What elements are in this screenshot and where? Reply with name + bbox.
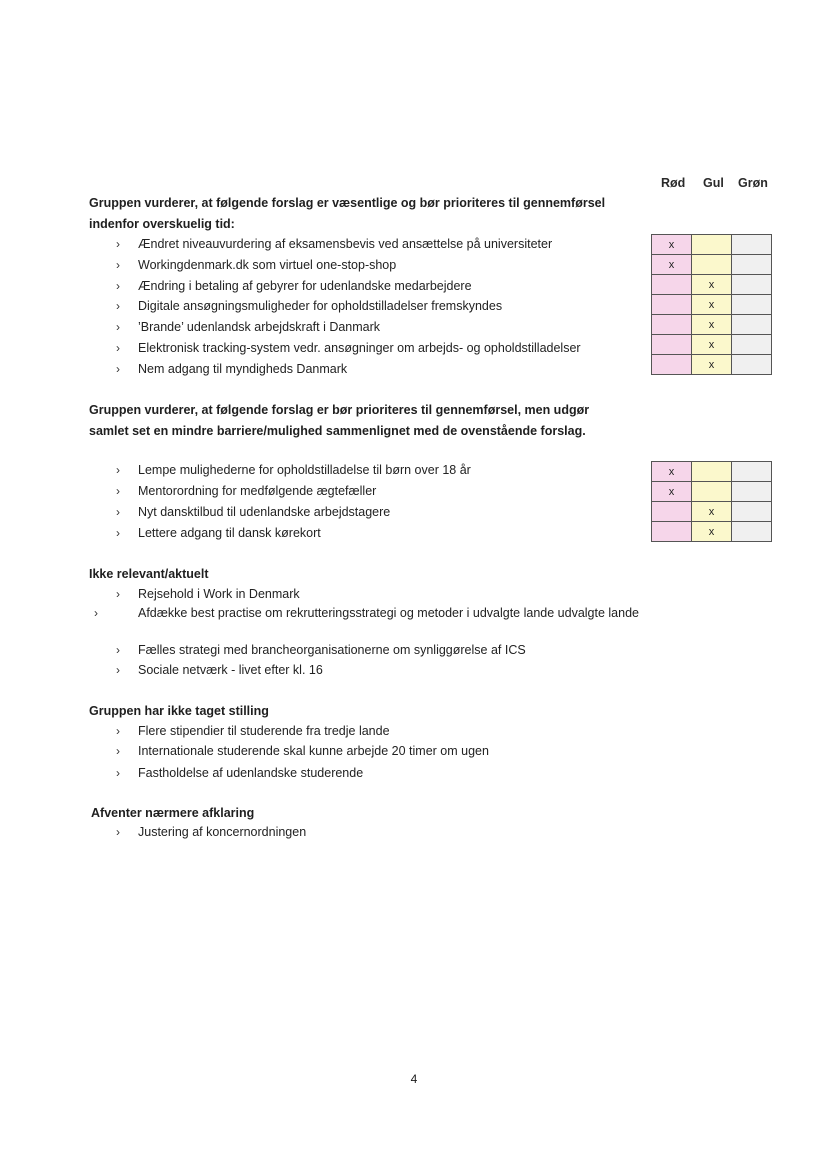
rating-row <box>652 315 772 335</box>
rating-cell-green <box>732 355 772 375</box>
rating-cell-green <box>732 462 772 482</box>
rating-cell-green <box>732 255 772 275</box>
rating-cell-red <box>652 502 692 522</box>
rating-cell-red: x <box>652 462 692 482</box>
bullet-icon: › <box>116 724 120 738</box>
section1-heading-line2: indenfor overskuelig tid: <box>89 217 235 231</box>
rating-row <box>652 355 772 375</box>
rating-cell-green <box>732 502 772 522</box>
rating-cell-yellow: x <box>692 355 732 375</box>
rating-row <box>652 295 772 315</box>
rating-cell-yellow: x <box>692 295 732 315</box>
list-item <box>116 721 390 742</box>
item-text: Nyt dansktilbud til udenlandske arbejdstagere <box>138 505 391 519</box>
bullet-icon: › <box>116 362 120 376</box>
rating-grid-section2 <box>651 461 772 542</box>
column-header-red: Rød <box>661 176 686 190</box>
bullet-icon: › <box>94 606 98 620</box>
rating-cell-green <box>732 482 772 502</box>
item-text: Sociale netværk - livet efter kl. 16 <box>138 663 323 677</box>
item-text: Fælles strategi med brancheorganisationerne om synliggørelse af ICS <box>138 643 526 657</box>
rating-cell-green <box>732 335 772 355</box>
rating-cell-red: x <box>652 482 692 502</box>
bullet-icon: › <box>116 484 120 498</box>
rating-cell-yellow: x <box>692 522 732 542</box>
section2-heading <box>89 400 589 442</box>
rating-cell-red <box>652 335 692 355</box>
rating-cell-green <box>732 295 772 315</box>
section3-heading: Ikke relevant/aktuelt <box>89 567 209 581</box>
list-item <box>116 660 323 681</box>
rating-row <box>652 502 772 522</box>
rating-cell-red: x <box>652 255 692 275</box>
item-text: Lettere adgang til dansk kørekort <box>138 526 321 540</box>
item-text: Flere stipendier til studerende fra tredje lande <box>138 724 390 738</box>
list-item <box>116 359 347 380</box>
bullet-icon: › <box>116 587 120 601</box>
rating-cell-green <box>732 315 772 335</box>
rating-row <box>652 275 772 295</box>
rating-cell-yellow <box>692 255 732 275</box>
list-item <box>116 763 363 784</box>
list-item <box>116 640 526 661</box>
item-text: Nem adgang til myndigheds Danmark <box>138 362 348 376</box>
item-text: Workingdenmark.dk som virtuel one-stop-shop <box>138 258 397 272</box>
bullet-icon: › <box>116 825 120 839</box>
rating-cell-yellow: x <box>692 502 732 522</box>
rating-cell-red <box>652 275 692 295</box>
bullet-icon: › <box>116 663 120 677</box>
rating-cell-yellow: x <box>692 315 732 335</box>
rating-cell-yellow: x <box>692 335 732 355</box>
rating-cell-red <box>652 295 692 315</box>
item-text: Digitale ansøgningsmuligheder for opholdstilladelser fremskyndes <box>138 299 503 313</box>
list-item <box>116 255 396 276</box>
section1-heading <box>89 193 605 235</box>
section4-heading: Gruppen har ikke taget stilling <box>89 704 269 718</box>
list-item <box>116 234 552 255</box>
item-text: Lempe mulighederne for opholdstilladelse til børn over 18 år <box>138 463 471 477</box>
rating-row <box>652 482 772 502</box>
rating-cell-green <box>732 522 772 542</box>
rating-row <box>652 235 772 255</box>
rating-cell-yellow <box>692 482 732 502</box>
list-item <box>116 296 502 317</box>
section5-heading: Afventer nærmere afklaring <box>91 806 255 820</box>
rating-cell-green <box>732 235 772 255</box>
item-text: Rejsehold i Work in Denmark <box>138 587 300 601</box>
bullet-icon: › <box>116 526 120 540</box>
rating-cell-green <box>732 275 772 295</box>
rating-cell-yellow: x <box>692 275 732 295</box>
rating-cell-red: x <box>652 235 692 255</box>
list-item <box>116 276 472 297</box>
item-text: ’Brande’ udenlandsk arbejdskraft i Danmark <box>138 320 381 334</box>
bullet-icon: › <box>116 299 120 313</box>
bullet-icon: › <box>116 463 120 477</box>
bullet-icon: › <box>116 766 120 780</box>
item-text: Elektronisk tracking-system vedr. ansøgninger om arbejds- og opholdstilladelser <box>138 341 581 355</box>
list-item <box>116 460 471 481</box>
list-item <box>116 584 300 605</box>
rating-row <box>652 255 772 275</box>
rating-row <box>652 522 772 542</box>
rating-cell-red <box>652 315 692 335</box>
item-text: Ændring i betaling af gebyrer for udenlandske medarbejdere <box>138 279 472 293</box>
rating-cell-yellow <box>692 462 732 482</box>
bullet-icon: › <box>116 258 120 272</box>
list-item <box>116 822 306 843</box>
list-item <box>116 523 321 544</box>
section1-heading-line1: Gruppen vurderer, at følgende forslag er væsentlige og bør prioriteres til gennemførsel <box>89 196 606 210</box>
section2-heading-line1: Gruppen vurderer, at følgende forslag er bør prioriteres til gennemførsel, men udgør <box>89 403 590 417</box>
bullet-icon: › <box>116 237 120 251</box>
item-text: Fastholdelse af udenlandske studerende <box>138 766 364 780</box>
bullet-icon: › <box>116 744 120 758</box>
bullet-icon: › <box>116 505 120 519</box>
bullet-icon: › <box>116 643 120 657</box>
section2-heading-line2: samlet set en mindre barriere/mulighed sammenlignet med de ovenstående forslag. <box>89 424 586 438</box>
item-text: Mentorordning for medfølgende ægtefæller <box>138 484 377 498</box>
list-item <box>116 741 489 762</box>
bullet-icon: › <box>116 320 120 334</box>
item-text: Justering af koncernordningen <box>138 825 307 839</box>
item-text: Internationale studerende skal kunne arbejde 20 timer om ugen <box>138 744 489 758</box>
rating-cell-red <box>652 355 692 375</box>
page-number: 4 <box>410 1072 418 1086</box>
bullet-icon: › <box>116 279 120 293</box>
item-text: Ændret niveauvurdering af eksamensbevis ved ansættelse på universiteter <box>138 237 553 251</box>
list-item <box>116 502 390 523</box>
bullet-icon: › <box>116 341 120 355</box>
rating-row <box>652 335 772 355</box>
column-header-yellow: Gul <box>703 176 724 190</box>
rating-row <box>652 462 772 482</box>
rating-grid-section1 <box>651 234 772 375</box>
list-item <box>116 481 376 502</box>
list-item <box>116 317 380 338</box>
column-header-green: Grøn <box>738 176 768 190</box>
rating-cell-yellow <box>692 235 732 255</box>
item-text: Afdække best practise om rekrutteringsstrategi og metoder i udvalgte lande udvalgte lande <box>138 606 639 620</box>
list-item <box>94 603 668 624</box>
list-item <box>116 338 581 359</box>
rating-cell-red <box>652 522 692 542</box>
